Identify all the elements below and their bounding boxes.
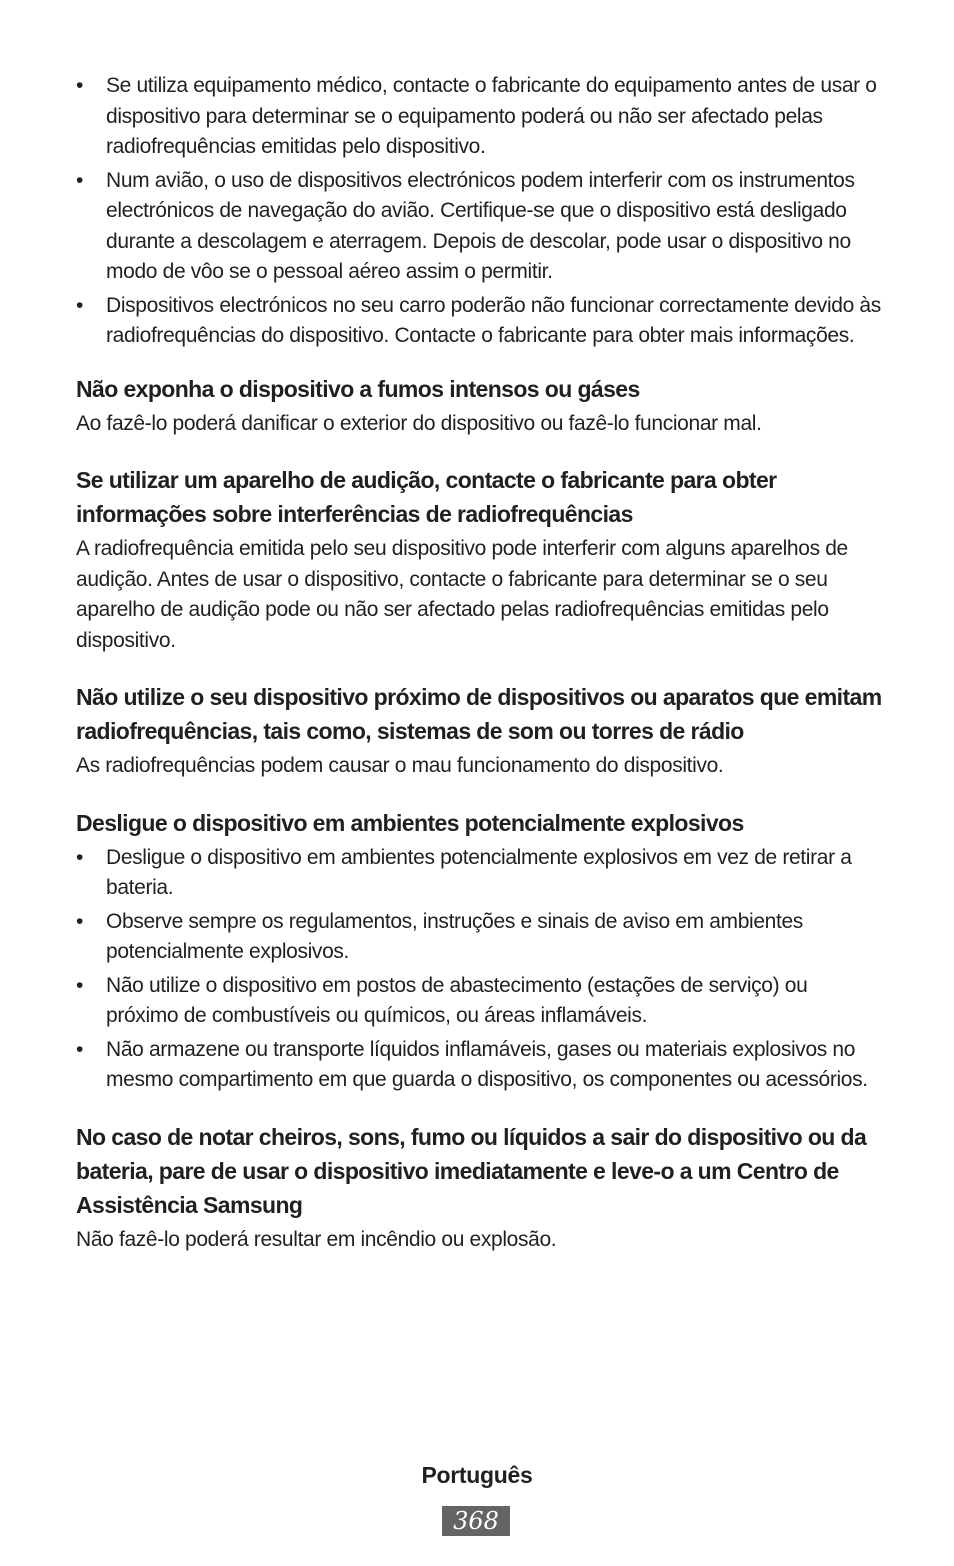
section-heading: Não exponha o dispositivo a fumos intensos ou gáses [76,375,640,402]
section-hearing-aid [76,463,882,656]
section-smoke-smell [76,1120,882,1256]
section-body: A radiofrequência emitida pelo seu dispositivo pode interferir com alguns aparelhos de audição. Antes de usar o dispositivo, contacte o fabricante para determinar se o seu aparelho de audição pode ou não ser afectado pelas radiofrequências emitidas pelo dispositivo. [76,537,848,652]
list-item: • Observe sempre os regulamentos, instruções e sinais de aviso em ambientes potencialmente explosivos. [76,907,882,968]
section-heading: Não utilize o seu dispositivo próximo de dispositivos ou aparatos que emitam radiofrequências, tais como, sistemas de som ou torres de rádio [76,684,882,744]
list-item: • Não armazene ou transporte líquidos inflamáveis, gases ou materiais explosivos no mesmo compartimento em que guarda o dispositivo, os componentes ou acessórios. [76,1035,882,1096]
section-body: As radiofrequências podem causar o mau funcionamento do dispositivo. [76,754,724,777]
list-item: • Se utiliza equipamento médico, contacte o fabricante do equipamento antes de usar o dispositivo para determinar se o equipamento poderá ou não ser afectado pelas radiofrequências emitidas pelo dispositivo. [76,71,882,163]
list-item: • Dispositivos electrónicos no seu carro poderão não funcionar correctamente devido às radiofrequências do dispositivo. Contacte o fabricante para obter mais informações. [76,291,882,352]
section-explosive-environments [76,806,882,1096]
bullet-icon: • [76,74,84,97]
bullet-icon: • [76,293,84,317]
section-heading: No caso de notar cheiros, sons, fumo ou líquidos a sair do dispositivo ou da bateria, pare de usar o dispositivo imediatamente e leve-o a um Centro de Assistência Samsung [76,1123,867,1218]
section-fumes [76,372,882,440]
bullet-icon: • [76,909,84,933]
bullet-icon: • [76,973,84,997]
page-number-badge: 368 [442,1506,510,1536]
manual-page-content [76,71,882,1255]
list-item: • Não utilize o dispositivo em postos de abastecimento (estações de serviço) ou próximo de combustíveis ou químicos, ou áreas inflamáveis. [76,971,882,1032]
section-heading: Desligue o dispositivo em ambientes potencialmente explosivos [76,809,744,836]
explosive-bullet-list [76,843,882,1096]
section-body: Não fazê-lo poderá resultar em incêndio ou explosão. [76,1227,557,1251]
list-item: • Num avião, o uso de dispositivos electrónicos podem interferir com os instrumentos electrónicos de navegação do avião. Certifique-se que o dispositivo está desligado durante a descolagem e aterragem. Depois de descolar, pode usar o dispositivo no modo de vôo se o pessoal aéreo assim o permitir. [76,166,882,288]
list-item: • Desligue o dispositivo em ambientes potencialmente explosivos em vez de retirar a bateria. [76,843,882,904]
intro-bullet-list [76,71,882,352]
bullet-icon: • [76,845,84,869]
section-body: Ao fazê-lo poderá danificar o exterior do dispositivo ou fazê-lo funcionar mal. [76,411,762,435]
footer-language: Português [421,1462,533,1488]
bullet-icon: • [76,1037,84,1061]
bullet-icon: • [76,168,84,192]
section-radio-devices [76,680,882,782]
section-heading: Se utilizar um aparelho de audição, contacte o fabricante para obter informações sobre interferências de radiofrequências [76,467,777,527]
